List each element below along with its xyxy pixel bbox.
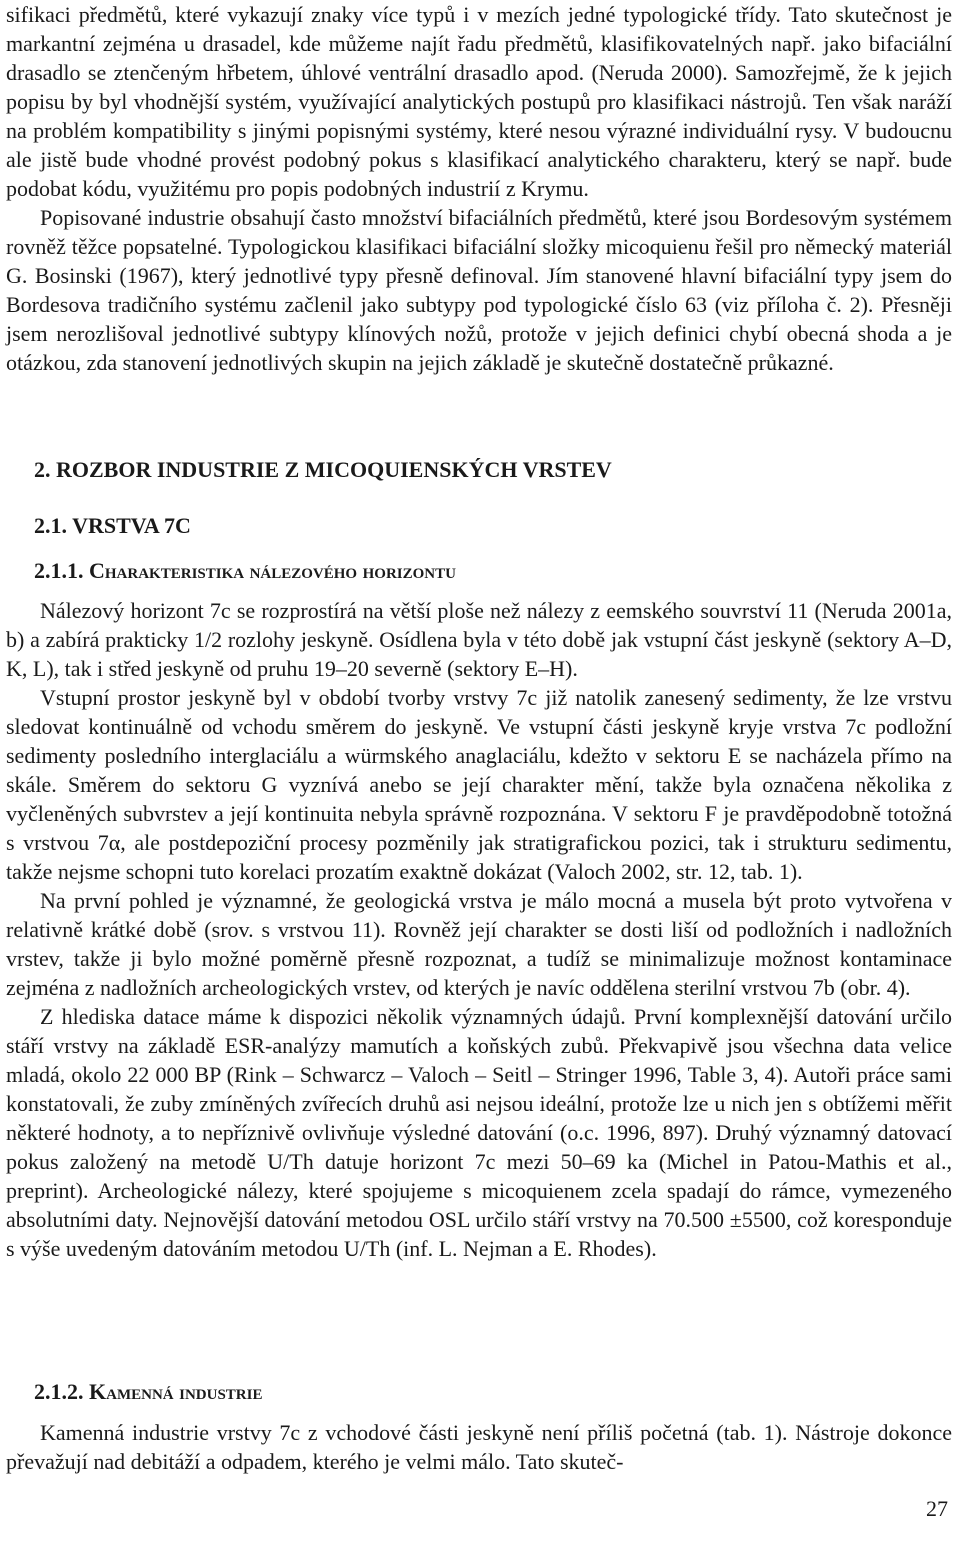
document-page bbox=[6, 0, 952, 1552]
page-number: 27 bbox=[926, 1496, 948, 1521]
heading-section-2-1-1: 2.1.1. Charakteristika nálezového horizontu bbox=[34, 558, 456, 583]
heading-section-2-1: 2.1. VRSTVA 7C bbox=[34, 513, 191, 538]
intro-section bbox=[6, 0, 952, 377]
paragraph-211-2: Vstupní prostor jeskyně byl v období tvorby vrstvy 7c již natolik zanesený sedimenty, že lze vrstvu sledovat kontinuálně od vchodu směrem do jeskyně. Ve vstupní části jeskyně kryje vrstva 7c podložní sedimenty posledního interglaciálu a würmského anaglaciálu, kdežto v sektoru E se nacházela přímo na skále. Směrem do sektoru G vyznívá anebo se její charakter mění, takže byla označena několika z vyčleněných subvrstev a její kontinuita nebyla správně rozpoznána. V sektoru F je pravděpodobně totožná s vrstvou 7α, ale postdepoziční procesy pozměnily jak stratigrafickou pozici, tak i strukturu sedimentu, takže nejsme schopni tuto korelaci prozatím exaktně dokázat (Valoch 2002, str. 12, tab. 1). bbox=[6, 685, 952, 884]
paragraph-211-4: Z hlediska datace máme k dispozici několik významných údajů. První komplexnější datování určilo stáří vrstvy na základě ESR-analýzy mamutích a koňských zubů. Překvapivě jsou všechna data velice mladá, okolo 22 000 BP (Rink – Schwarcz – Valoch – Seitl – Stringer 1996, Table 3, 4). Autoři práce sami konstatovali, že zuby zmíněných zvířecích druhů asi nejsou ideální, protože lze u nich jen s obtížemi měřit některé hodnoty, a to nepříznivě ovlivňuje výsledné datování (o.c. 1996, 897). Druhý významný datovací pokus založený na metodě U/Th datuje horizont 7c mezi 50–69 ka (Michel in Patou-Mathis et al., preprint). Archeologické nálezy, které spojujeme s micoquienem zcela spadají do rámce, vymezeného absolutními daty. Nejnovější datování metodou OSL určilo stáří vrstvy na 70.500 ±5500, což koresponduje s výše uvedeným datováním metodou U/Th (inf. L. Nejman a E. Rhodes). bbox=[6, 1004, 952, 1261]
section-2-1-1-body bbox=[6, 596, 952, 1263]
heading-section-2-1-2: 2.1.2. Kamenná industrie bbox=[34, 1379, 263, 1404]
paragraph-intro-1: sifikaci předmětů, které vykazují znaky více typů i v mezích jedné typologické třídy. Tato skutečnost je markantní zejména u drasadel, kde můžeme najít řadu předmětů, klasifikovatelných např. jako bifaciální drasadlo se ztenčeným hřbetem, úhlové ventrální drasadlo apod. (Neruda 2000). Samozřejmě, že k jejich popisu by byl vhodnější systém, využívající analytických postupů pro klasifikaci nástrojů. Ten však naráží na problém kompatibility s jinými popisnými systémy, které nesou výrazné individuální rysy. V budoucnu ale jistě bude vhodné provést podobný pokus s klasifikací analytického charakteru, který se např. bude podobat kódu, využitému pro popis podobných industrií z Krymu. bbox=[6, 2, 952, 201]
section-2-1-2-body bbox=[6, 1418, 952, 1476]
heading-section-2: 2. ROZBOR INDUSTRIE Z MICOQUIENSKÝCH VRSTEV bbox=[34, 457, 612, 482]
paragraph-211-1: Nálezový horizont 7c se rozprostírá na větší ploše než nálezy z eemského souvrství 11 (Neruda 2001a, b) a zabírá prakticky 1/2 rozlohy jeskyně. Osídlena byla v této době jak vstupní část jeskyně (sektory A–D, K, L), tak i střed jeskyně od pruhu 19–20 severně (sektory E–H). bbox=[6, 598, 952, 681]
paragraph-211-3: Na první pohled je významné, že geologická vrstva je málo mocná a musela být proto vytvořena v relativně krátké době (srov. s vrstvou 11). Rovněž její charakter se dosti liší od podložních i nadložních vrstev, takže ji bylo možné poměrně přesně rozpoznat, a tudíž se minimalizuje možnost kontaminace zejména z nadložních archeologických vrstev, od kterých je navíc oddělena sterilní vrstvou 7b (obr. 4). bbox=[6, 888, 952, 1000]
paragraph-212-1: Kamenná industrie vrstvy 7c z vchodové části jeskyně není příliš početná (tab. 1). Nástroje dokonce převažují nad debitáží a odpadem, kterého je velmi málo. Tato skuteč- bbox=[6, 1420, 952, 1474]
paragraph-intro-2: Popisované industrie obsahují často množství bifaciálních předmětů, které jsou Bordesovým systémem rovněž těžce popsatelné. Typologickou klasifikaci bifaciální složky micoquienu řešil pro německý materiál G. Bosinski (1967), který jednotlivé typy přesně definoval. Jím stanovené hlavní bifaciální typy jsem do Bordesova tradičního systému začlenil jako subtypy pod typologické číslo 63 (viz příloha č. 2). Přesněji jsem nerozlišoval jednotlivé subtypy klínových nožů, protože v jejich definici chybí obecná shoda a je otázkou, zda stanovení jednotlivých skupin na jejich základě je skutečně dostatečně průkazné. bbox=[6, 205, 952, 375]
